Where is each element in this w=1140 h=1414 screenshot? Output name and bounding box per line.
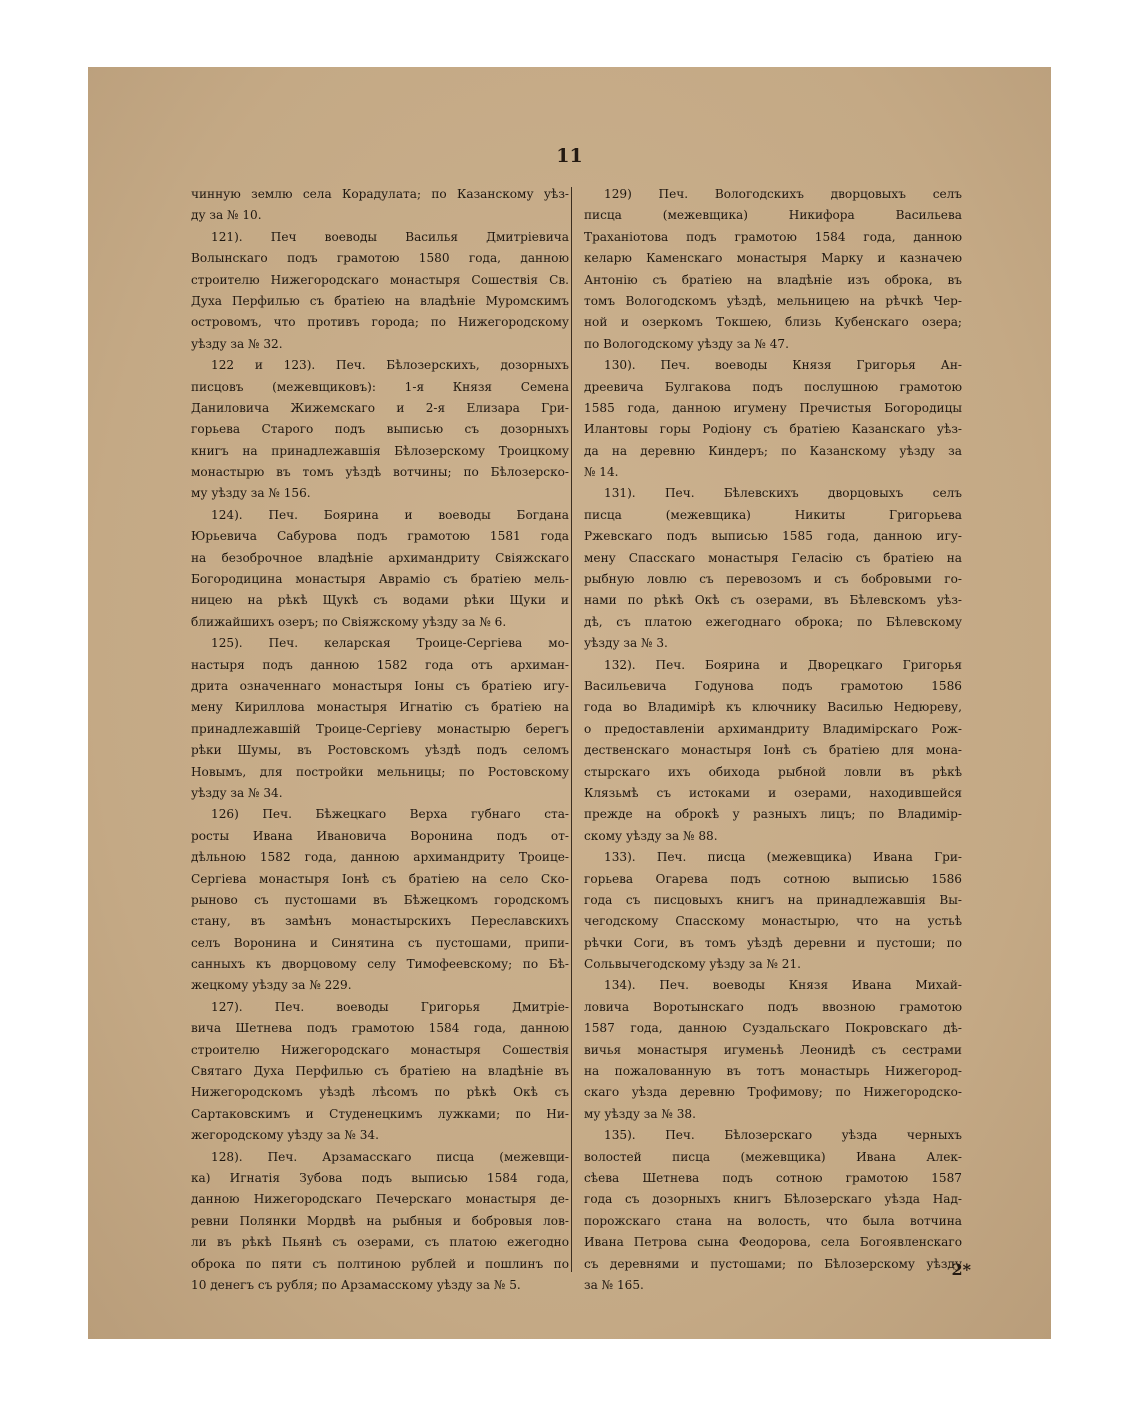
text-line: 133). Печ. писца (межевщика) Ивана Гри-	[604, 850, 962, 865]
text-line: келарю Каменскаго монастыря Марку и казначею	[584, 251, 962, 266]
text-line: ближайшихъ озеръ; по Свіяжскому уѣзду за № 6.	[191, 614, 507, 629]
text-line: года съ писцовыхъ книгъ на принадлежавшія Вы-	[584, 892, 962, 907]
text-line: 127). Печ. воеводы Григорья Дмитріе-	[211, 999, 569, 1014]
text-line: дественскаго монастыря Іонѣ съ братіею для мона-	[584, 743, 962, 758]
text-line: рыново съ пустошами въ Бѣжецкомъ городскомъ	[191, 892, 569, 907]
text-line: ницею на рѣкѣ Щукѣ съ водами рѣки Щуки и	[191, 593, 569, 608]
text-line: скому уѣзду за № 88.	[584, 828, 718, 843]
text-line: островомъ, что противъ города; по Нижегородскому	[191, 315, 569, 330]
text-line: рыбную ловлю съ перевозомъ и съ бобровыми го-	[584, 572, 962, 587]
text-line: мену Кириллова монастыря Игнатію съ братіею на	[191, 700, 569, 715]
signature-mark: 2*	[951, 1260, 971, 1279]
text-line: дреевича Булгакова подъ послушною грамотою	[584, 379, 962, 394]
text-line: Ивана Петрова сына Феодорова, села Богоявленскаго	[584, 1235, 962, 1250]
text-line: Траханіотова подъ грамотою 1584 года, данною	[584, 229, 962, 244]
text-line: Волынскаго подъ грамотою 1580 года, данною	[191, 251, 569, 266]
text-line: 129) Печ. Вологодскихъ дворцовыхъ селъ	[604, 187, 962, 201]
text-line: года съ дозорныхъ книгъ Бѣлозерскаго уѣзда Над-	[584, 1192, 962, 1207]
text-line: ловича Воротынскаго подъ ввозною грамотою	[584, 999, 962, 1014]
text-line: писца (межевщика) Никиты Григорьева	[584, 507, 962, 522]
text-line: горьева Старого подъ выписью съ дозорныхъ	[191, 422, 569, 437]
text-line: ка) Игнатія Зубова подъ выписью 1584 года,	[191, 1170, 569, 1185]
left-column	[191, 184, 569, 1296]
text-line: за № 165.	[584, 1277, 644, 1292]
scanned-page	[88, 67, 1051, 1339]
text-line: Сольвычегодскому уѣзду за № 21.	[584, 957, 802, 972]
text-line: 124). Печ. Боярина и воеводы Богдана	[211, 507, 569, 522]
text-line: жегородскому уѣзду за № 34.	[191, 1128, 379, 1143]
text-line: 121). Печ воеводы Василья Дмитріевича	[211, 229, 569, 244]
text-line: ли въ рѣкѣ Пьянѣ съ озерами, съ платою ежегодно	[191, 1235, 569, 1250]
text-line: вичья монастыря игуменьѣ Леонидѣ съ сестрами	[584, 1042, 962, 1057]
text-line: рѣки Шумы, въ Ростовскомъ уѣздѣ подъ селомъ	[191, 743, 569, 758]
text-line: 134). Печ. воеводы Князя Ивана Михай-	[604, 978, 962, 993]
text-line: му уѣзду за № 156.	[191, 486, 311, 501]
text-line: чинную землю села Корадулата; по Казанскому уѣз-	[191, 187, 569, 201]
text-line: книгъ на принадлежавшія Бѣлозерскому Троицкому	[191, 443, 569, 458]
text-line: Богородицина монастыря Авраміо съ братіею мель-	[191, 572, 569, 587]
text-line: томъ Вологодскомъ уѣздѣ, мельницею на рѣчкѣ Чер-	[584, 293, 962, 308]
text-line: данною Нижегородскаго Печерскаго монастыря де-	[191, 1192, 569, 1207]
text-line: Даниловича Жижемскаго и 2-я Елизара Гри-	[191, 400, 569, 415]
text-line: жецкому уѣзду за № 229.	[191, 978, 352, 993]
text-line: на пожалованную въ тотъ монастырь Нижегород-	[584, 1064, 962, 1079]
text-line: настыря подъ данною 1582 года отъ архиман-	[191, 657, 569, 672]
text-line: рѣчки Соги, въ томъ уѣздѣ деревни и пустоши; по	[584, 935, 962, 950]
text-line: 135). Печ. Бѣлозерскаго уѣзда черныхъ	[604, 1128, 962, 1143]
text-line: 128). Печ. Арзамасскаго писца (межевщи-	[211, 1149, 569, 1164]
text-line: уѣзду за № 32.	[191, 336, 283, 351]
text-line: прежде на оброкѣ у разныхъ лицъ; по Владимір-	[584, 807, 962, 822]
text-line: Сартаковскимъ и Студенецкимъ лужками; по Ни-	[191, 1106, 569, 1121]
text-line: Ржевскаго подъ выписью 1585 года, данною игу-	[584, 529, 962, 544]
text-line: 131). Печ. Бѣлевскихъ дворцовыхъ селъ	[604, 486, 962, 501]
text-line: да на деревню Киндеръ; по Казанскому уѣзду за	[584, 443, 962, 458]
text-line: вича Шетнева подъ грамотою 1584 года, данною	[191, 1021, 569, 1036]
text-line: росты Ивана Ивановича Воронина подъ от-	[191, 828, 569, 843]
text-line: Клязьмѣ съ истоками и озерами, находившейся	[584, 785, 962, 800]
text-line: строителю Нижегородскаго монастыря Сошествія	[191, 1042, 569, 1057]
right-column	[584, 184, 962, 1296]
text-line: писца (межевщика) Никифора Васильева	[584, 208, 962, 223]
text-line: Духа Перфилью съ братіею на владѣніе Муромскимъ	[191, 293, 569, 308]
text-line: санныхъ къ дворцовому селу Тимофеевскому; по Бѣ-	[191, 957, 569, 972]
text-line: 1585 года, данною игумену Пречистыя Богородицы	[584, 400, 962, 415]
text-line: стану, въ замѣнъ монастырскихъ Переславскихъ	[191, 914, 569, 929]
text-line: Антонію съ братіею на владѣніе изъ оброка, въ	[584, 272, 962, 287]
text-line: принадлежавшій Троице-Сергіеву монастырю берегъ	[191, 721, 569, 736]
text-line: № 14.	[584, 465, 619, 480]
text-line: порожскаго стана на волость, что была вотчина	[584, 1213, 962, 1228]
text-line: Васильевича Годунова подъ грамотою 1586	[584, 678, 962, 693]
text-line: уѣзду за № 3.	[584, 636, 668, 651]
text-line: по Вологодскому уѣзду за № 47.	[584, 336, 789, 351]
text-line: чегодскому Спасскому монастырю, что на устьѣ	[584, 914, 962, 929]
text-line: 10 денегъ съ рубля; по Арзамасскому уѣзду за № 5.	[191, 1277, 521, 1292]
text-line: скаго уѣзда деревню Трофимову; по Нижегородско-	[584, 1085, 962, 1100]
text-line: Юрьевича Сабурова подъ грамотою 1581 года	[191, 529, 569, 544]
text-line: о предоставленіи архимандриту Владимірскаго Рож-	[584, 721, 962, 736]
text-line: стырскаго ихъ обихода рыбной ловли въ рѣкѣ	[584, 764, 962, 779]
text-line: на безоброчное владѣніе архимандриту Свіяжскаго	[191, 550, 569, 565]
text-line: селъ Воронина и Синятина съ пустошами, припи-	[191, 935, 569, 950]
text-line: дрита означеннаго монастыря Іоны съ братіею игу-	[191, 678, 569, 693]
column-divider	[571, 187, 572, 1272]
text-line: Святаго Духа Перфилью съ братіею на владѣніе въ	[191, 1064, 569, 1079]
text-line: 1587 года, данною Суздальскаго Покровскаго дѣ-	[584, 1021, 962, 1036]
text-line: года во Владимірѣ къ ключнику Василью Недюреву,	[584, 700, 962, 715]
text-line: волостей писца (межевщика) Ивана Алек-	[584, 1149, 962, 1164]
text-line: Сергіева монастыря Іонѣ съ братіею на село Ско-	[191, 871, 569, 886]
page-number: 11	[556, 145, 583, 167]
text-line: мену Спасскаго монастыря Геласію съ братіею на	[584, 550, 962, 565]
text-line: 130). Печ. воеводы Князя Григорья Ан-	[604, 358, 962, 373]
text-line: оброка по пяти съ полтиною рублей и пошлинъ по	[191, 1256, 569, 1271]
text-line: 132). Печ. Боярина и Дворецкаго Григорья	[604, 657, 962, 672]
text-line: уѣзду за № 34.	[191, 785, 283, 800]
text-line: 122 и 123). Печ. Бѣлозерскихъ, дозорныхъ	[211, 358, 569, 373]
text-line: монастырю въ томъ уѣздѣ вотчины; по Бѣлозерско-	[191, 465, 569, 480]
text-line: строителю Нижегородскаго монастыря Сошествія Св.	[191, 272, 569, 287]
text-line: нами по рѣкѣ Окѣ съ озерами, въ Бѣлевскомъ уѣз-	[584, 593, 962, 608]
text-line: дѣ, съ платою ежегоднаго оброка; по Бѣлевскому	[584, 614, 962, 629]
text-line: Новымъ, для постройки мельницы; по Ростовскому	[191, 764, 569, 779]
text-line: ревни Полянки Мордвѣ на рыбныя и бобровыя лов-	[191, 1213, 569, 1228]
text-line: 125). Печ. келарская Троице-Сергіева мо-	[211, 636, 569, 651]
text-line: горьева Огарева подъ сотною выписью 1586	[584, 871, 962, 886]
text-line: ной и озеркомъ Токшею, близь Кубенскаго озера;	[584, 315, 962, 330]
text-line: 126) Печ. Бѣжецкаго Верха губнаго ста-	[211, 807, 569, 822]
text-line: Илантовы горы Родіону съ братіею Казанскаго уѣз-	[584, 422, 962, 437]
text-line: му уѣзду за № 38.	[584, 1106, 696, 1121]
text-line: ду за № 10.	[191, 208, 262, 223]
text-line: сѣева Шетнева подъ сотною грамотою 1587	[584, 1170, 962, 1185]
text-line: дѣльною 1582 года, данною архимандриту Троице-	[191, 850, 569, 865]
text-line: Нижегородскомъ уѣздѣ лѣсомъ по рѣкѣ Окѣ съ	[191, 1085, 569, 1100]
text-line: съ деревнями и пустошами; по Бѣлозерскому уѣзду	[584, 1256, 962, 1271]
text-line: писцовъ (межевщиковъ): 1-я Князя Семена	[191, 379, 569, 394]
